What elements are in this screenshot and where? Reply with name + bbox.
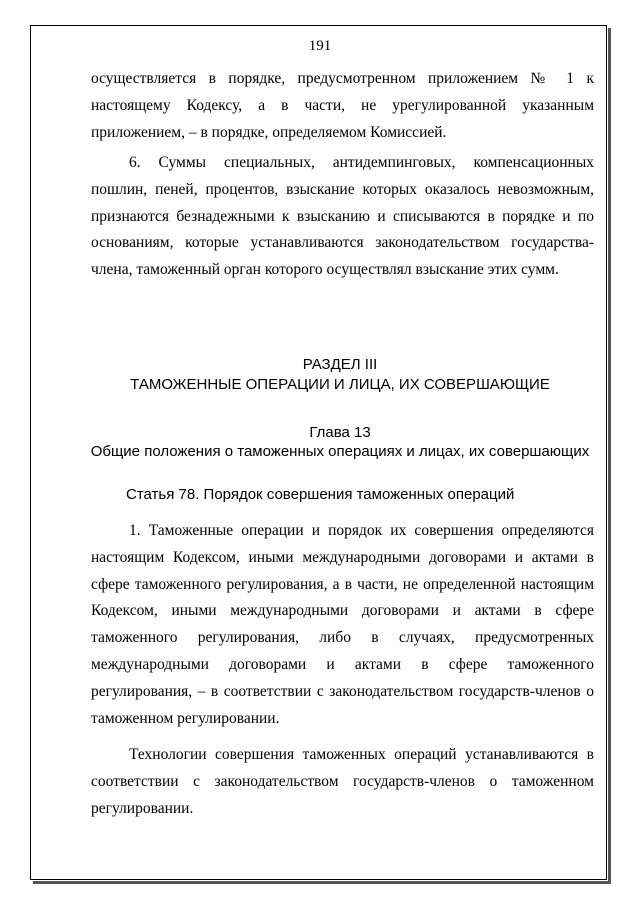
- section-title: ТАМОЖЕННЫЕ ОПЕРАЦИИ И ЛИЦА, ИХ СОВЕРШАЮЩИЕ: [130, 376, 550, 393]
- paragraph-continued: осуществляется в порядке, предусмотренном приложением № 1 к настоящему Кодексу, а в части, не урегулированной указанным приложением, – в порядке, определяемом Комиссией.: [91, 70, 594, 141]
- article-paragraph-1: 1. Таможенные операции и порядок их совершения определяются настоящим Кодексом, иными международными договорами и актами в сфере таможенного регулирования, а в части, не определенной настоящим Кодексом, иными международными договорами и актами в сфере таможенного регулирования, либо в случаях, предусмотренных международными договорами и актами в сфере таможенного регулирования, – в соответствии с законодательством государств-членов о таможенном регулировании.: [91, 522, 594, 727]
- chapter-title: Общие положения о таможенных операциях и лицах, их совершающих: [90, 443, 590, 460]
- page-number: 191: [308, 38, 332, 54]
- article-title: Статья 78. Порядок совершения таможенных операций: [126, 486, 515, 503]
- section-label: РАЗДЕЛ III: [302, 356, 378, 373]
- article-paragraph-2: Технологии совершения таможенных операций устанавливаются в соответствии с законодательством государств-членов о таможенном регулировании.: [91, 746, 594, 817]
- chapter-label: Глава 13: [309, 424, 371, 441]
- paragraph-6: 6. Суммы специальных, антидемпинговых, компенсационных пошлин, пеней, процентов, взыскание которых оказалось невозможным, признаются безнадежными к взысканию и списываются в порядке и по основаниям, которые устанавливаются законодательством государства-члена, таможенный орган которого осуществлял взыскание этих сумм.: [91, 154, 594, 279]
